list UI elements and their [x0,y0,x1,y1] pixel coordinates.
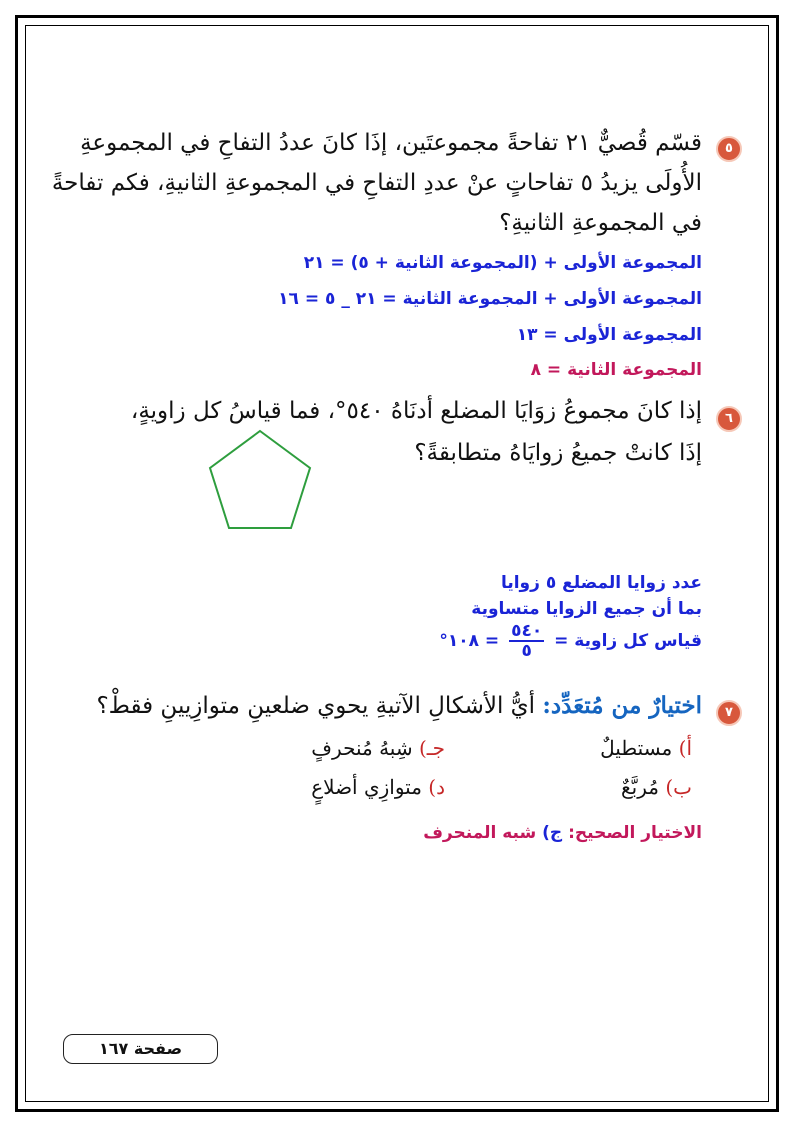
q5-answer-2: المجموعة الأولى + المجموعة الثانية = ٢١ _ ٥ = ١٦ [278,289,702,309]
q6-fraction-denominator: ٥ [521,641,532,661]
page-number: صفحة ١٦٧ [63,1034,218,1064]
choice-b-letter: ب) [665,775,692,799]
question-5-badge: ٥ [716,136,742,162]
choice-d-text: متوازِي أضلاعٍ [311,775,422,799]
q5-answer-4: المجموعة الثانية = ٨ [530,360,702,380]
multiple-choice-label: اختيارٌ من مُتعَدِّد: [542,692,702,719]
question-7-badge: ٧ [716,700,742,726]
question-6-badge: ٦ [716,406,742,432]
question-5-line-3: في المجموعةِ الثانيةِ؟ [499,210,702,236]
q6-answer-1: عدد زوايا المضلع ٥ زوايا [500,573,702,593]
question-7-text: أيُّ الأشكالِ الآتيةِ يحوي ضلعينِ متوازِيينِ فقطْ؟ [96,693,536,719]
q6-formula [439,622,702,666]
q6-formula-prefix: قياس كل زاوية = [554,631,702,651]
choice-c-text: شِبهُ مُنحرفٍ [311,736,413,760]
choice-a [600,736,692,760]
q6-formula-result: = ١٠٨° [439,631,500,651]
q7-answer-letter: ج) [542,823,563,843]
q6-answer-2: بما أن جميع الزوايا متساوية [471,599,702,619]
choice-b-text: مُربَّعٌ [621,775,659,799]
q5-answer-3: المجموعة الأولى = ١٣ [516,325,702,345]
q5-answer-1: المجموعة الأولى + (المجموعة الثانية + ٥) = ٢١ [303,253,702,273]
question-6-line-1: إذا كانَ مجموعُ زوَايَا المضلع أدنَاهُ ٥٤٠°، فما قياسُ كل زاويةٍ، [130,398,702,424]
question-6-line-2: إذَا كانتْ جميعُ زوايَاهُ متطابقةً؟ [414,440,702,466]
question-5-line-1: قسّم قُصيٌّ ٢١ تفاحةً مجموعتَين، إذَا كانَ عددُ التفاحِ في المجموعةِ [80,130,702,156]
question-5-line-2: الأُولَى يزيدُ ٥ تفاحاتٍ عنْ عددِ التفاحِ في المجموعةِ الثانيةِ، فكم تفاحةً [51,170,702,196]
q6-fraction-numerator: ٥٤٠ [511,621,543,641]
q7-answer [423,823,702,843]
choice-c-letter: جـ) [418,736,445,760]
question-7-line [96,692,702,719]
q7-answer-text: شبه المنحرف [423,823,537,843]
choice-a-text: مستطيلٌ [600,736,673,760]
choice-d [311,775,445,799]
q7-answer-prefix: الاختيار الصحيح: [568,823,702,843]
choice-b [621,775,692,799]
choice-c [311,736,445,760]
choice-a-letter: أ) [678,736,692,760]
choice-d-letter: د) [428,775,445,799]
q6-fraction [509,622,544,660]
pentagon-figure [205,428,315,532]
